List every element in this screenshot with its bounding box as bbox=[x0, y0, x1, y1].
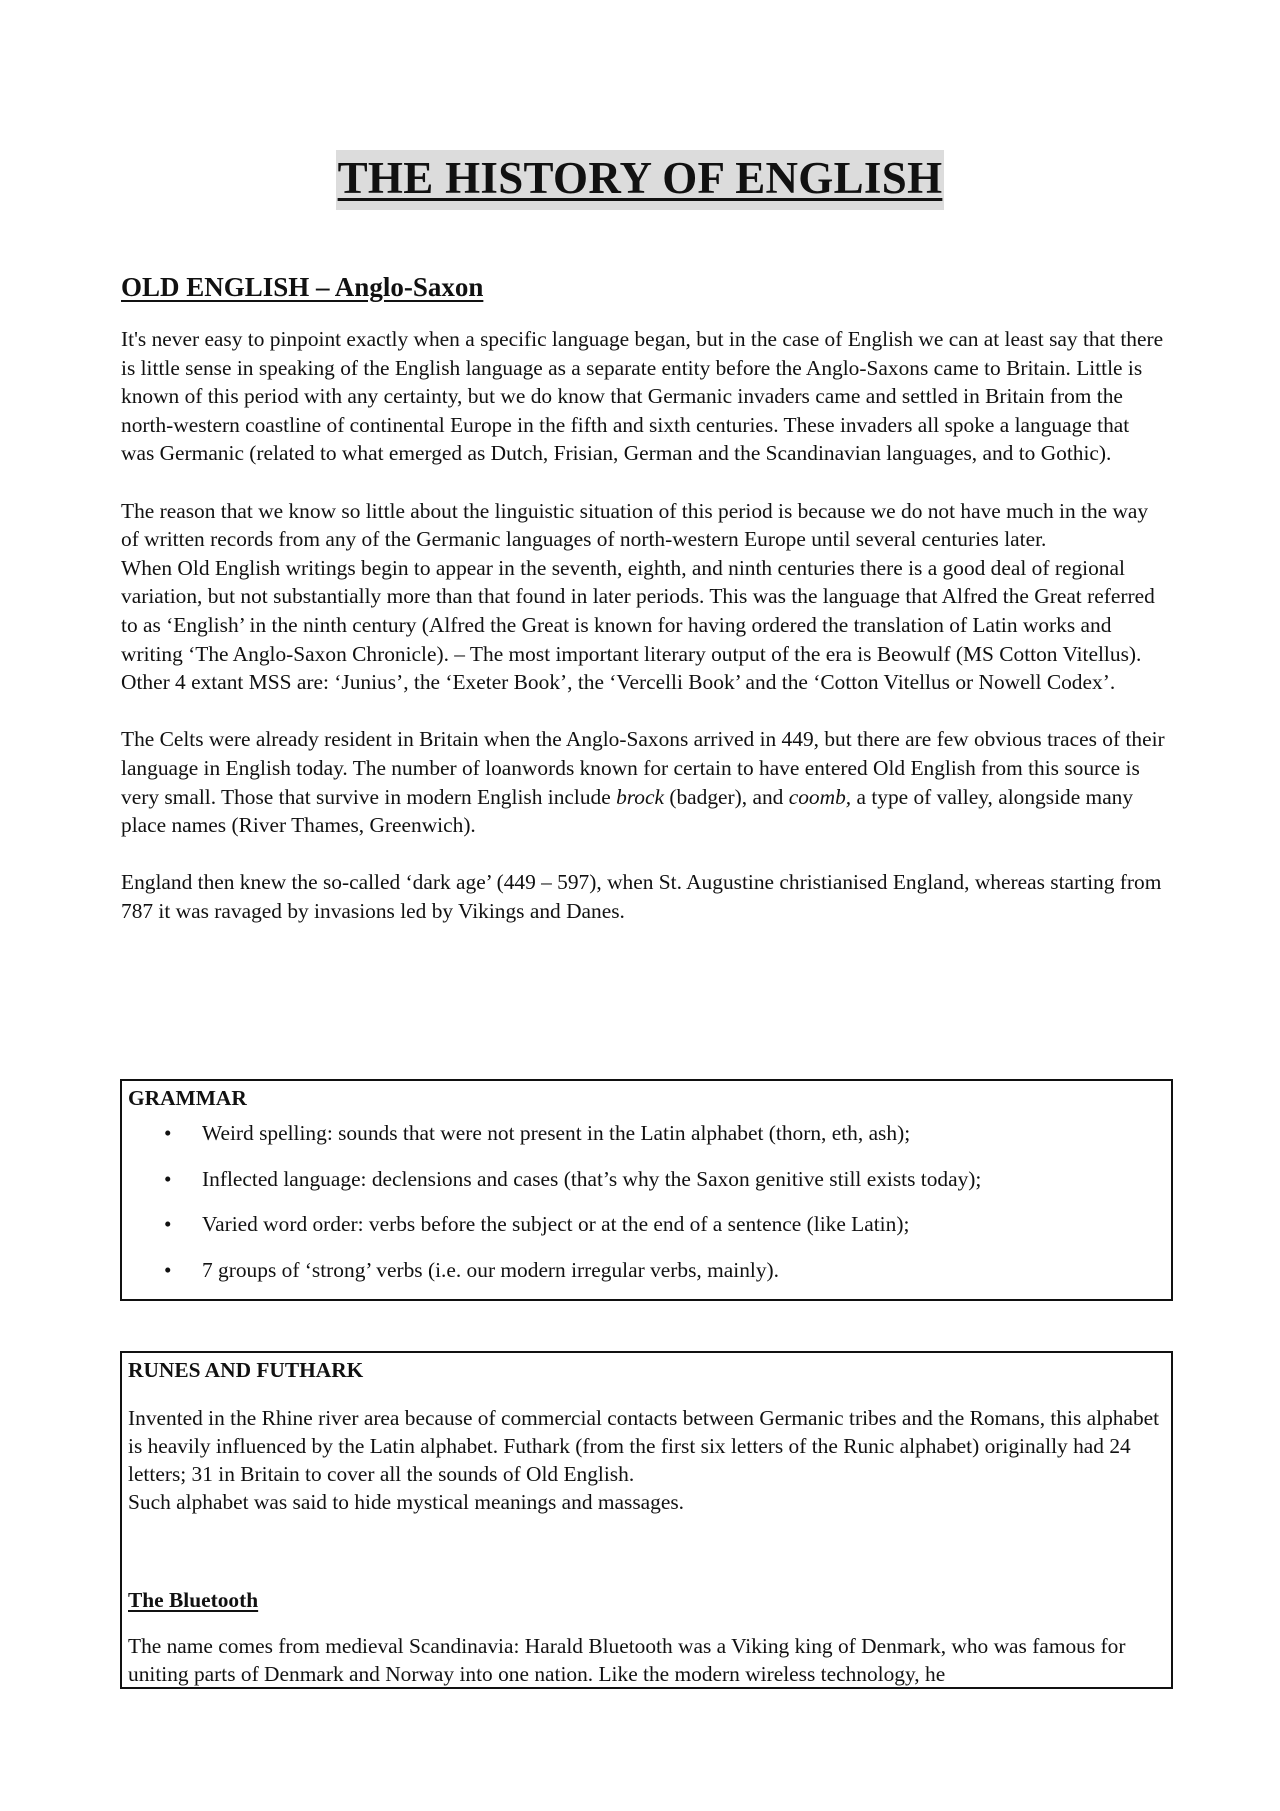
list-item bbox=[128, 1165, 1165, 1193]
runes-box-title: RUNES AND FUTHARK bbox=[128, 1358, 364, 1382]
paragraph-1: It's never easy to pinpoint exactly when a specific language began, but in the case of English we can at least say that there is little sense in speaking of the English language as a separate entity before the Anglo-Saxons came to Britain. Little is known of this period with any certainty, but we do know that Germanic invaders came and settled in Britain from the north-western coastline of continental Europe in the fifth and sixth centuries. These invaders all spoke a language that was Germanic (related to what emerged as Dutch, Frisian, German and the Scandinavian languages, and to Gothic). bbox=[121, 327, 1164, 466]
old-english-body bbox=[121, 325, 1166, 925]
paragraph-2: The reason that we know so little about the linguistic situation of this period is because we do not have much in the way of written records from any of the Germanic languages of north-western Europe until several centuries later. bbox=[121, 498, 1149, 552]
document-title: THE HISTORY OF ENGLISH bbox=[336, 150, 945, 210]
list-item-text: 7 groups of ‘strong’ verbs (i.e. our modern irregular verbs, mainly). bbox=[202, 1257, 779, 1282]
bullet-icon: • bbox=[164, 1166, 172, 1191]
paragraph-4-end: a type of valley, alongside many place names (River Thames, Greenwich). bbox=[121, 784, 1134, 838]
bullet-icon: • bbox=[164, 1212, 172, 1236]
paragraph-4-mid: (badger), and bbox=[664, 784, 789, 809]
paragraph-3: When Old English writings begin to appear in the seventh, eighth, and ninth centuries there is a good deal of regional variation, but not substantially more than that found in later periods. This was the language that Alfred the Great referred to as ‘English’ in the ninth century (Alfred the Great is known for having ordered the translation of Latin works and writing ‘The Anglo-Saxon Chronicle). – The most important literary output of the era is Beowulf (MS Cotton Vitellus). Other 4 extant MSS are: ‘Junius’, the ‘Exeter Book’, the ‘Vercelli Book’ and the ‘Cotton Vitellus or Nowell Codex’. bbox=[121, 555, 1155, 695]
list-item-text: Varied word order: verbs before the subject or at the end of a sentence (like Latin); bbox=[202, 1212, 910, 1236]
bullet-icon: • bbox=[164, 1257, 172, 1282]
paragraph-4 bbox=[121, 725, 1166, 839]
section-heading-old-english: OLD ENGLISH – Anglo-Saxon bbox=[121, 272, 484, 302]
runes-paragraph-2: Such alphabet was said to hide mystical meanings and massages. bbox=[128, 1490, 685, 1514]
loanword-brock: brock bbox=[616, 784, 664, 809]
list-item bbox=[128, 1119, 1165, 1147]
grammar-box bbox=[120, 1079, 1173, 1301]
paragraph-gap bbox=[121, 697, 1166, 726]
grammar-list bbox=[128, 1119, 1165, 1284]
bluetooth-paragraph: The name comes from medieval Scandinavia: Harald Bluetooth was a Viking king of Denmark, who was famous for uniting parts of Denmark and Norway into one nation. Like the modern wireless technology, he bbox=[128, 1634, 1126, 1686]
loanword-coomb: coomb, bbox=[788, 784, 852, 809]
runes-paragraph-1: Invented in the Rhine river area because of commercial contacts between Germanic tribes and the Romans, this alphabet is heavily influenced by the Latin alphabet. Futhark (from the first six letters of the Runic alphabet) originally had 24 letters; 31 in Britain to cover all the sounds of Old English. bbox=[128, 1406, 1160, 1486]
runes-body bbox=[128, 1404, 1165, 1516]
paragraph-4-start: The Celts were already resident in Britain when the Anglo-Saxons arrived in 449, but there are few obvious traces of their language in English today. The number of loanwords known for certain to have entered Old English from this source is very small. Those that survive in modern English include bbox=[121, 727, 1165, 809]
runes-box bbox=[120, 1351, 1173, 1689]
list-item-text: Weird spelling: sounds that were not present in the Latin alphabet (thorn, eth, ash); bbox=[202, 1121, 911, 1145]
bluetooth-subheading: The Bluetooth bbox=[128, 1588, 259, 1612]
paragraph-gap bbox=[121, 840, 1166, 869]
paragraph-5: England then knew the so-called ‘dark age’ (449 – 597), when St. Augustine christianised England, whereas starting from 787 it was ravaged by invasions led by Vikings and Danes. bbox=[121, 870, 1162, 923]
title-container bbox=[0, 150, 1280, 210]
list-item-text: Inflected language: declensions and cases (that’s why the Saxon genitive still exists today); bbox=[202, 1166, 982, 1191]
grammar-box-title: GRAMMAR bbox=[128, 1086, 247, 1110]
bullet-icon: • bbox=[164, 1121, 172, 1145]
list-item bbox=[128, 1256, 1165, 1284]
paragraph-gap bbox=[121, 468, 1166, 497]
list-item bbox=[128, 1210, 1165, 1238]
